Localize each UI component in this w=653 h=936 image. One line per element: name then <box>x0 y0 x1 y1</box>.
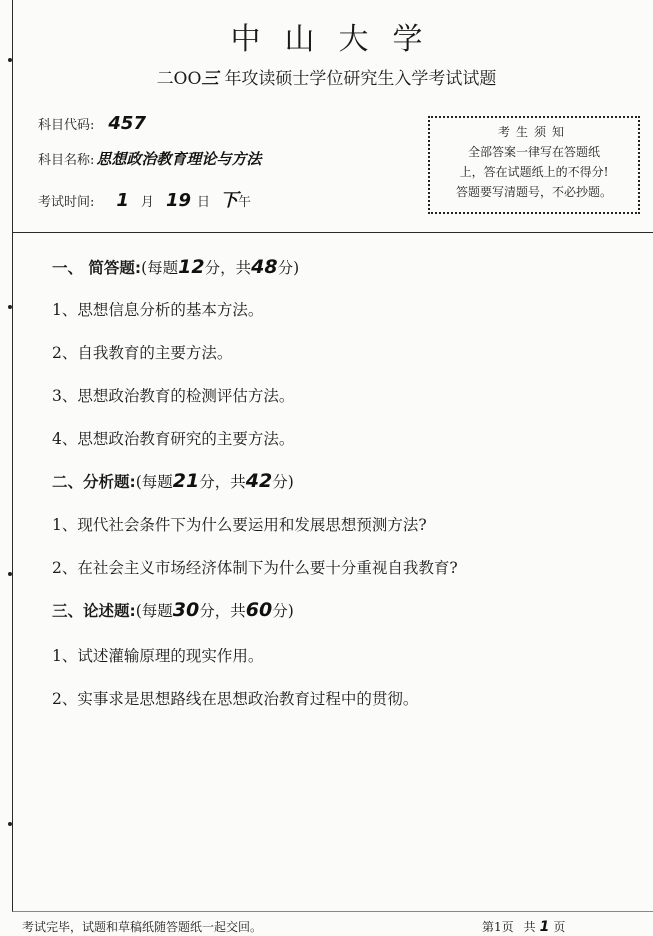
section-heading <box>52 599 294 621</box>
exam-ampm-value: 下 <box>220 190 239 211</box>
subject-code-label: 科目代码: <box>38 118 95 133</box>
binding-hole-mark <box>8 58 12 62</box>
section-score-prefix: (每题 <box>135 602 173 620</box>
subject-code-value: 457 <box>108 113 146 134</box>
notice-line: 上，答在试题纸上的不得分! <box>459 165 609 179</box>
section-score-suffix: 分) <box>272 602 294 620</box>
exam-time-row <box>38 186 251 212</box>
question-item: 2、自我教育的主要方法。 <box>52 344 233 362</box>
score-total: 42 <box>245 470 273 492</box>
header-divider <box>12 232 653 233</box>
page-number: 第1页 <box>482 920 514 934</box>
exam-time-label: 考试时间: <box>38 195 95 210</box>
notice-line: 答题要写清题号，不必抄题。 <box>455 185 612 199</box>
exam-month-label: 月 <box>140 195 154 210</box>
score-per-question: 30 <box>172 599 200 621</box>
subject-code-row <box>38 113 146 134</box>
section-heading <box>52 256 299 278</box>
section-score-mid: 分，共 <box>199 473 246 491</box>
section-title: 二、分析题: <box>52 473 136 491</box>
section-title: 一、 简答题: <box>52 259 142 277</box>
exam-year-handwritten: 三 <box>201 69 219 89</box>
section-score-suffix: 分) <box>277 259 300 277</box>
question-item: 1、试述灌输原理的现实作用。 <box>52 647 264 665</box>
candidate-notice-box <box>428 116 640 214</box>
question-item: 3、思想政治教育的检测评估方法。 <box>52 387 295 405</box>
exam-ampm-label: 午 <box>238 195 252 210</box>
score-total: 48 <box>251 256 278 278</box>
exam-day-label: 日 <box>197 195 211 210</box>
binding-hole-mark <box>8 572 12 576</box>
notice-title: 考生须知 <box>497 125 570 139</box>
notice-line: 全部答案一律写在答题纸 <box>467 145 600 159</box>
question-item: 2、在社会主义市场经济体制下为什么要十分重视自我教育? <box>52 559 458 577</box>
subject-name-value: 思想政治教育理论与方法 <box>96 150 262 168</box>
section-score-mid: 分，共 <box>199 602 246 620</box>
page-total-prefix: 共 <box>523 920 536 934</box>
score-per-question: 21 <box>172 470 200 492</box>
question-item: 2、实事求是思想路线在思想政治教育过程中的贯彻。 <box>52 690 419 708</box>
section-score-prefix: (每题 <box>135 473 173 491</box>
section-score-suffix: 分) <box>272 473 294 491</box>
binding-hole-mark <box>8 305 12 309</box>
subject-name-label: 科目名称: <box>38 153 95 168</box>
question-item: 1、现代社会条件下为什么要运用和发展思想预测方法? <box>52 516 427 534</box>
exam-day-value: 19 <box>165 190 191 211</box>
footer-instruction: 考试完毕，试题和草稿纸随答题纸一起交回。 <box>22 920 263 934</box>
page-total-suffix: 页 <box>553 920 566 934</box>
section-title: 三、论述题: <box>52 602 136 620</box>
section-score-prefix: (每题 <box>141 259 179 277</box>
university-title: 中山大学 <box>230 22 447 57</box>
exam-year-prefix: 二OO <box>156 69 202 89</box>
subject-name-row <box>38 148 261 169</box>
question-item: 4、思想政治教育研究的主要方法。 <box>52 430 295 448</box>
page-total-value: 1 <box>539 919 550 935</box>
footer-page-info <box>482 918 565 935</box>
exam-title <box>0 64 653 89</box>
section-score-mid: 分，共 <box>204 259 252 277</box>
score-per-question: 12 <box>178 256 205 278</box>
binding-hole-mark <box>8 822 12 826</box>
question-item: 1、思想信息分析的基本方法。 <box>52 301 264 319</box>
score-total: 60 <box>245 599 273 621</box>
exam-title-text: 年攻读硕士学位研究生入学考试试题 <box>224 69 497 89</box>
section-heading <box>52 470 294 492</box>
exam-month-value: 1 <box>116 190 129 211</box>
